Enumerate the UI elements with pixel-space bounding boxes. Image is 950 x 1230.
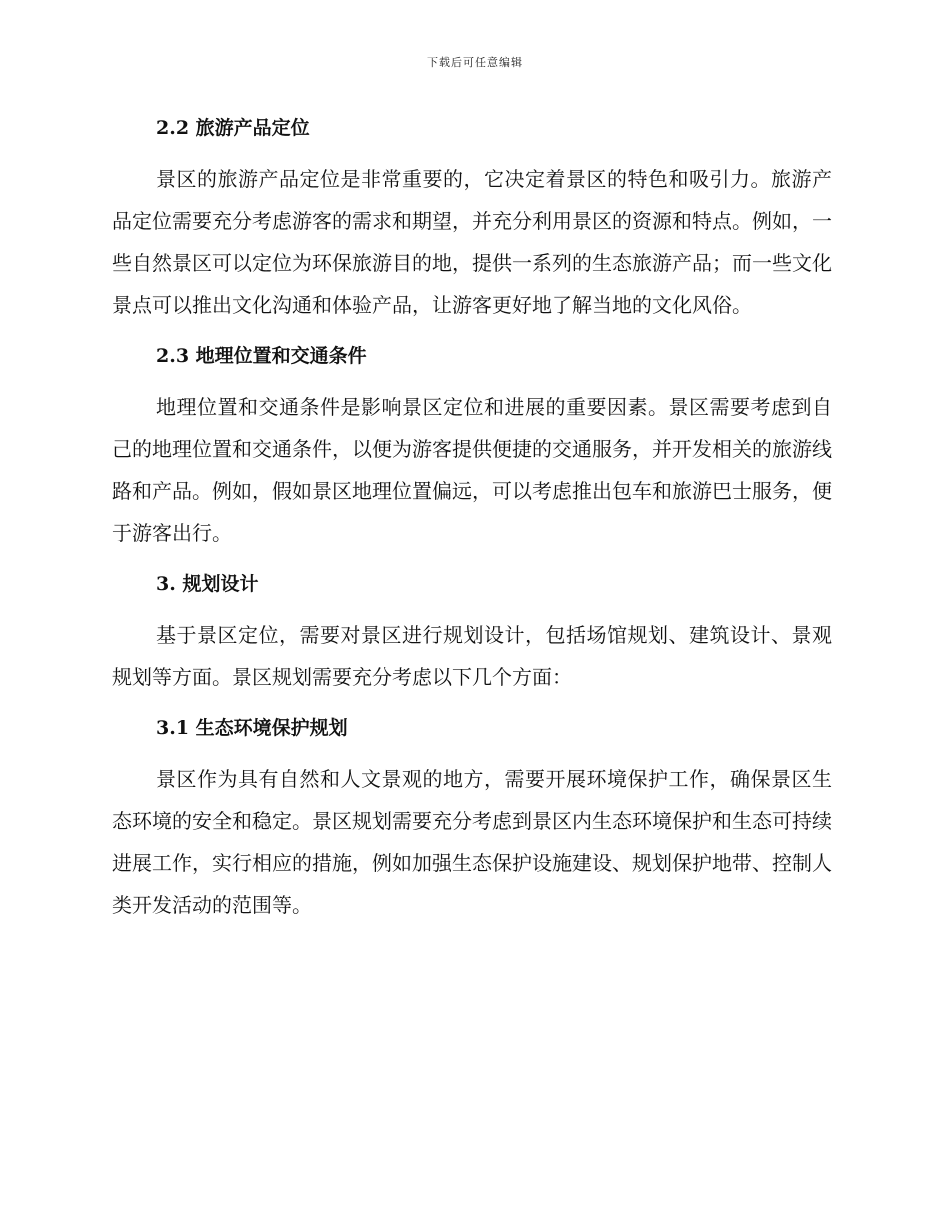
page-header: 下载后可任意编辑 [427, 56, 523, 69]
document-body [112, 108, 832, 936]
section-paragraph-2-2: 景区的旅游产品定位是非常重要的，它决定着景区的特色和吸引力。旅游产品定位需要充分考虑游客的需求和期望，并充分利用景区的资源和特点。例如，一些自然景区可以定位为环保旅游目的地，提供一系列的生态旅游产品；而一些文化景点可以推出文化沟通和体验产品，让游客更好地了解当地的文化风俗。 [112, 167, 832, 317]
section-paragraph-3-1: 景区作为具有自然和人文景观的地方，需要开展环境保护工作，确保景区生态环境的安全和稳定。景区规划需要充分考虑到景区内生态环境保护和生态可持续进展工作，实行相应的措施，例如加强生态保护设施建设、规划保护地带、控制人类开发活动的范围等。 [112, 767, 832, 917]
section-heading-3: 3. 规划设计 [156, 573, 259, 595]
section-paragraph-3: 基于景区定位，需要对景区进行规划设计，包括场馆规划、建筑设计、景观规划等方面。景区规划需要充分考虑以下几个方面： [112, 623, 832, 689]
section-heading-3-1: 3.1 生态环境保护规划 [156, 717, 348, 739]
section-paragraph-2-3: 地理位置和交通条件是影响景区定位和进展的重要因素。景区需要考虑到自己的地理位置和交通条件，以便为游客提供便捷的交通服务，并开发相关的旅游线路和产品。例如，假如景区地理位置偏远，可以考虑推出包车和旅游巴士服务，便于游客出行。 [112, 395, 832, 545]
section-heading-2-2: 2.2 旅游产品定位 [156, 117, 310, 139]
section-heading-2-3: 2.3 地理位置和交通条件 [156, 345, 367, 367]
